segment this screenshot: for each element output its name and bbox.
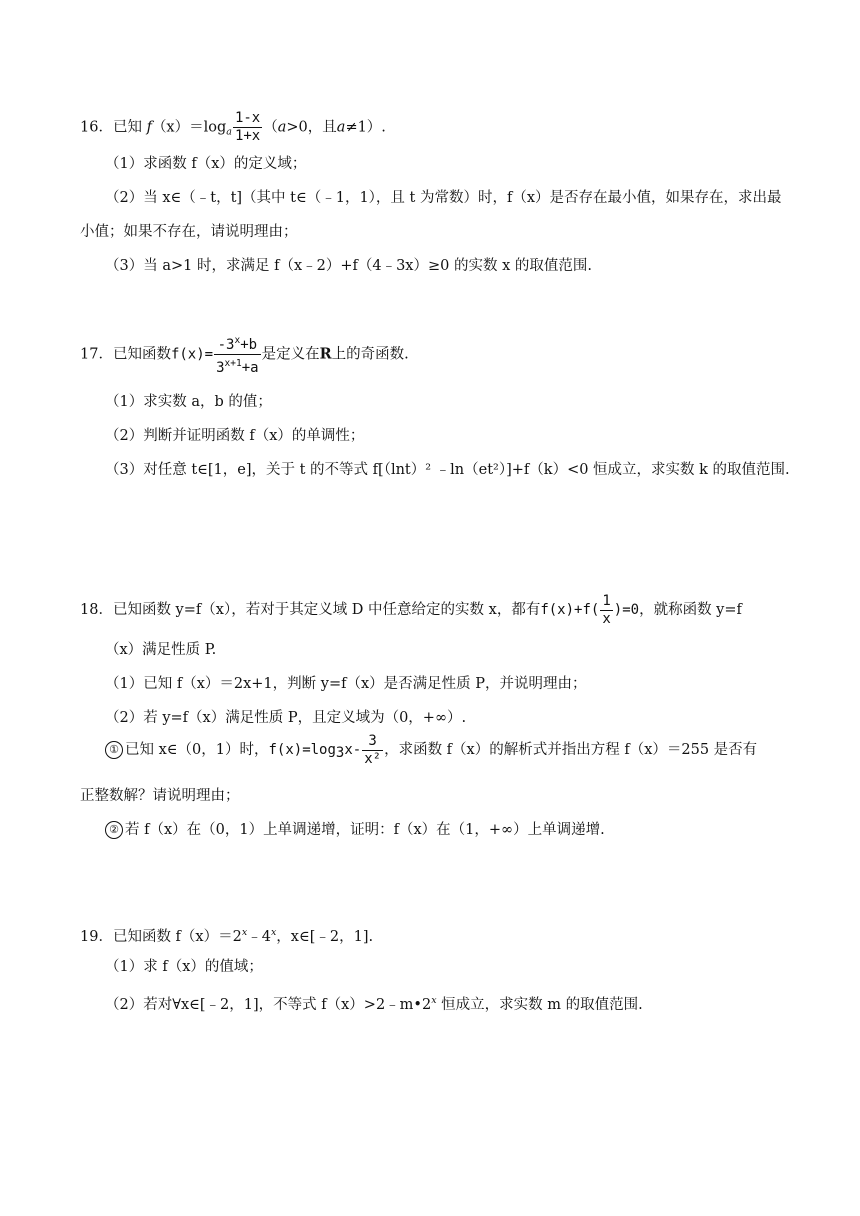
q18-title [80,592,742,628]
q16-cond-e: ≠1）. [345,119,386,136]
q19-head: 19．已知函数 f（x）＝2 [80,929,242,945]
q18-den: x [602,610,611,627]
q17-fraction [214,332,260,377]
q16-part2b: 小值；如果不存在，请说明理由； [80,224,298,240]
q16-title [80,110,386,148]
q17-den-sup: x+1 [224,358,242,369]
q17-den-a: 3 [216,360,225,376]
q18-s1a: 已知 x∈（0，1）时， [125,742,269,758]
q17-den-b: +a [241,360,259,376]
q18-s1-fraction [362,733,383,768]
q18-expr-a: f(x)+f( [540,602,600,618]
q17-num [214,332,260,355]
q18-sub1 [105,732,757,771]
q17-head: 17．已知函数 [80,346,171,363]
q18-line2: （x）满足性质 P. [105,642,217,658]
q18-part1: （1）已知 f（x）＝2x+1，判断 y=f（x）是否满足性质 P，并说明理由； [105,676,587,692]
q19-mid: ﹣4 [247,929,271,945]
q18-s1b: ，求函数 f（x）的解析式并指出方程 f（x）＝255 是否有 [384,742,758,758]
q17-title [80,332,409,377]
q16-num: 1-x [234,110,261,126]
q16-head: 16．已知 [80,119,142,136]
q19-p2a: （2）若对∀x∈[﹣2，1]，不等式 f（x）>2﹣m•2 [105,997,432,1013]
q18-part2: （2）若 y=f（x）满足性质 P，且定义域为（0，+∞）. [105,710,467,726]
q19-tail: ，x∈[﹣2，1]. [276,929,374,945]
q18-fraction [600,593,612,628]
q18-tail: ，就称函数 y=f [639,602,742,618]
q18-num: 1 [602,592,611,609]
q18-expr-b: )=0 [613,602,640,618]
q17-den [214,355,260,377]
q17-tail-b: 上的奇函数. [331,346,409,363]
circled-one-icon: ① [105,741,123,759]
q19-p2b: 恒成立，求实数 m 的取值范围. [436,997,643,1013]
q16-part1: （1）求函数 f（x）的定义域； [105,156,307,172]
q19-sup2: x [270,927,277,938]
q17-tail-r: R [319,345,332,363]
q17-tail-a: 是定义在 [261,346,320,363]
q16-den: 1+x [234,128,261,144]
q16-part2a: （2）当 x∈（﹣t，t]（其中 t∈（﹣1，1），且 t 为常数）时，f（x）是否存在最小值，如果存在，求出最 [105,190,782,206]
q18-s1-num: 3 [362,733,383,751]
q17-num-sup: x [234,335,241,346]
q16-cond-a: （ [263,119,278,136]
q16-fx: f [146,119,152,136]
q19-title [80,922,373,948]
q18-sub2 [105,819,605,841]
q16-eq: ＝log [189,119,227,136]
q17-num-b: +b [240,337,258,353]
circled-two-icon: ② [105,821,123,839]
q18-s2: 若 f（x）在（0，1）上单调递增，证明：f（x）在（1，+∞）上单调递增. [125,822,605,838]
q18-head: 18．已知函数 y=f（x），若对于其定义域 D 中任意给定的实数 x，都有 [80,602,541,618]
q16-cond-d: a [336,119,346,136]
q16-fx-par: （x） [151,119,190,136]
q16-cond-c: >0，且 [286,119,337,136]
q19-part2 [105,990,643,1016]
q19-sup1: x [241,927,248,938]
q16-part3: （3）当 a>1 时，求满足 f（x﹣2）+f（4﹣3x）≥0 的实数 x 的取值范围. [105,258,592,274]
q18-s1-expr: f(x)=log [268,742,336,758]
q17-part3: （3）对任意 t∈[1，e]，关于 t 的不等式 f[（lnt）² ﹣ln（et²）]+f（k）<0 恒成立，求实数 k 的取值范围. [105,462,790,478]
q18-s1-x: x- [344,742,362,758]
q16-cond-b: a [277,119,287,136]
q16-fraction [233,110,262,145]
q17-part2: （2）判断并证明函数 f（x）的单调性； [105,428,365,444]
q18-s1-base: 3 [335,745,345,761]
q18-sub1-cont: 正整数解？请说明理由； [80,788,240,804]
q19-part1: （1）求 f（x）的值域； [105,959,263,975]
q18-s1-den: x² [364,750,382,767]
q19-p2sup: x [431,995,437,1006]
q17-fx: f(x)= [170,346,214,363]
q17-num-a: -3 [217,337,235,353]
q17-part1: （1）求实数 a，b 的值； [105,394,272,410]
q16-base: a [226,126,232,138]
